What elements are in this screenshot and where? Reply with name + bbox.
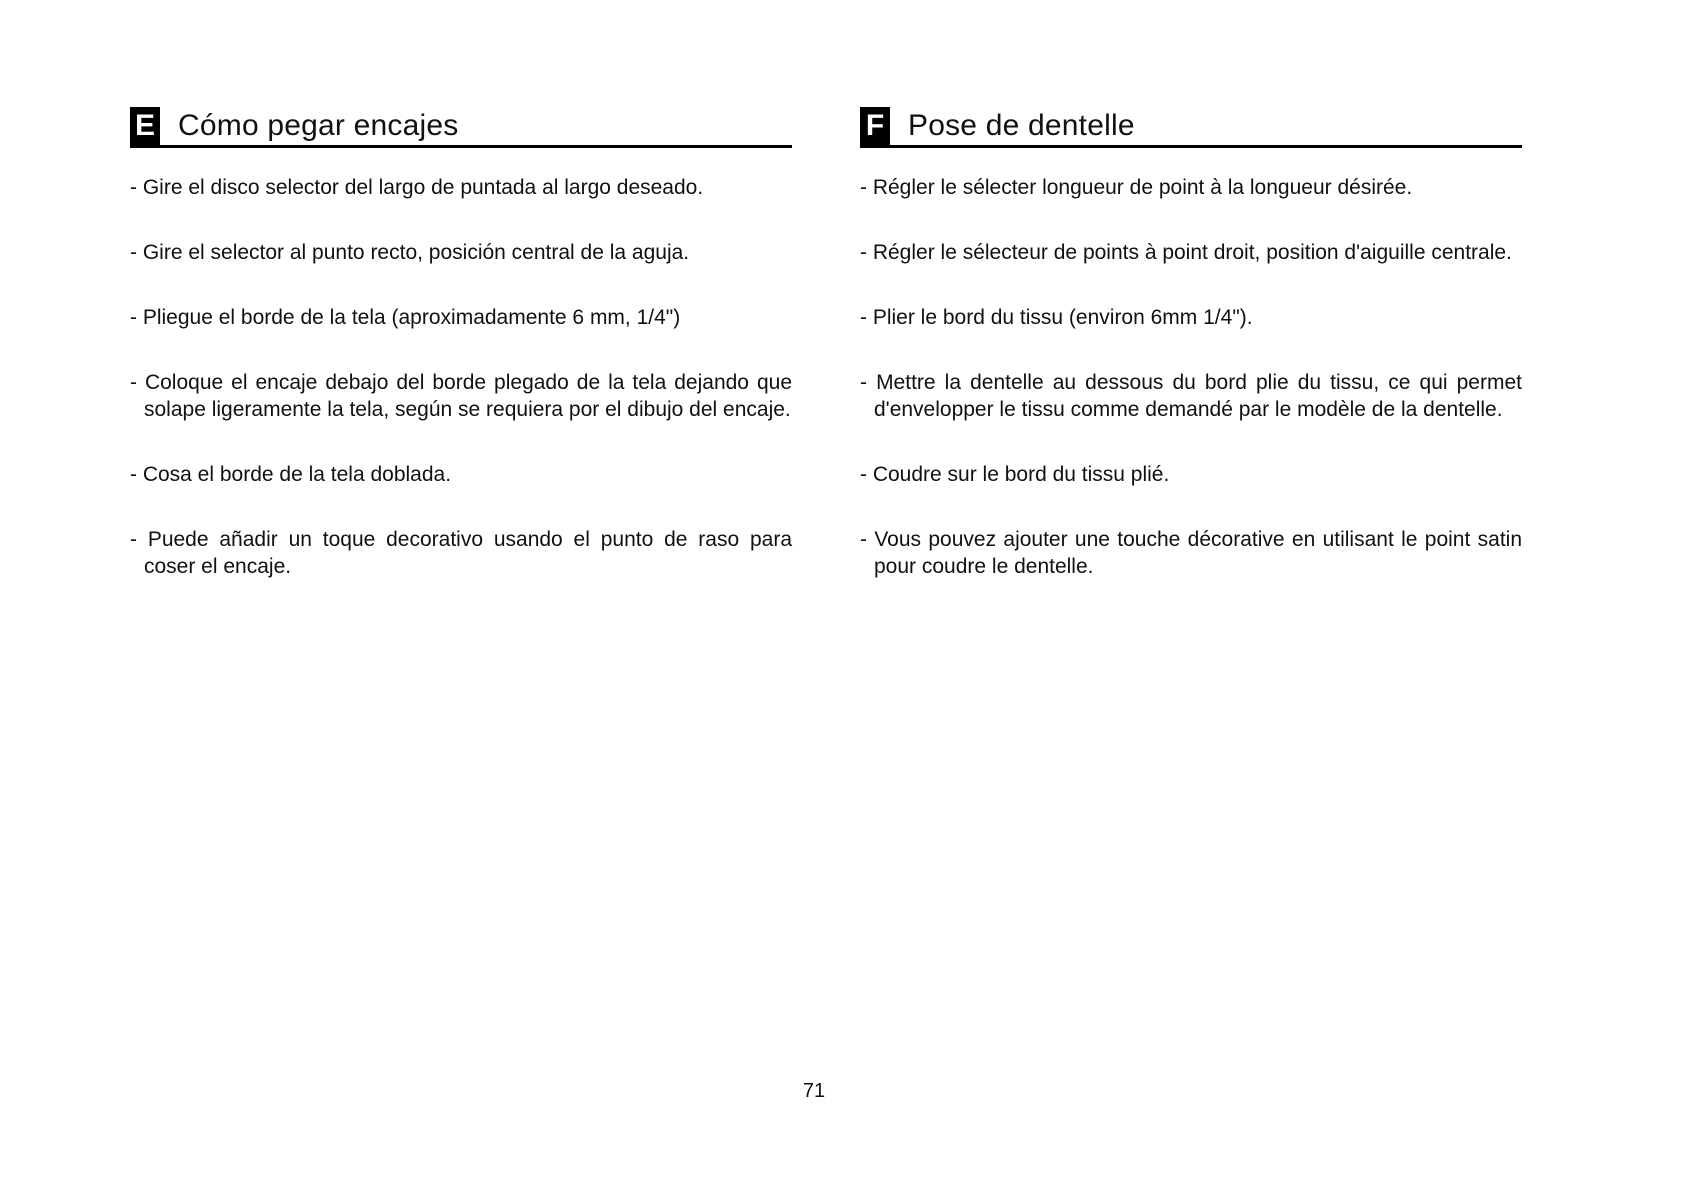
list-item: - Mettre la dentelle au dessous du bord plie du tissu, ce qui permet d'envelopper le tissu comme demandé par le modèle de la dentelle. bbox=[860, 371, 1522, 421]
list-item: - Coloque el encaje debajo del borde plegado de la tela dejando que solape ligeramente la tela, según se requiera por el dibujo del encaje. bbox=[130, 371, 792, 421]
list-item: - Pliegue el borde de la tela (aproximadamente 6 mm, 1/4") bbox=[130, 306, 681, 329]
list-item: - Cosa el borde de la tela doblada. bbox=[130, 463, 452, 486]
list-item: - Gire el selector al punto recto, posición central de la aguja. bbox=[130, 241, 690, 264]
page-number: 71 bbox=[802, 1080, 826, 1102]
section-badge: E bbox=[130, 107, 160, 145]
instruction-list bbox=[860, 174, 1522, 580]
list-item: - Régler le sélecteur de points à point droit, position d'aiguille centrale. bbox=[860, 241, 1512, 264]
section-french bbox=[860, 103, 1522, 618]
section-badge: F bbox=[860, 107, 890, 145]
section-title: Pose de dentelle bbox=[908, 109, 1135, 142]
section-heading bbox=[130, 103, 792, 148]
section-heading bbox=[860, 103, 1522, 148]
section-title: Cómo pegar encajes bbox=[178, 109, 459, 142]
section-spanish bbox=[130, 103, 792, 618]
list-item: - Régler le sélecter longueur de point à la longueur désirée. bbox=[860, 176, 1413, 199]
list-item: - Puede añadir un toque decorativo usando el punto de raso para coser el encaje. bbox=[130, 528, 792, 578]
list-item: - Plier le bord du tissu (environ 6mm 1/4"). bbox=[860, 306, 1253, 329]
list-item: - Vous pouvez ajouter une touche décorative en utilisant le point satin pour coudre le dentelle. bbox=[860, 528, 1522, 578]
instruction-list bbox=[130, 174, 792, 580]
list-item: - Gire el disco selector del largo de puntada al largo deseado. bbox=[130, 176, 704, 199]
list-item: - Coudre sur le bord du tissu plié. bbox=[860, 463, 1170, 486]
